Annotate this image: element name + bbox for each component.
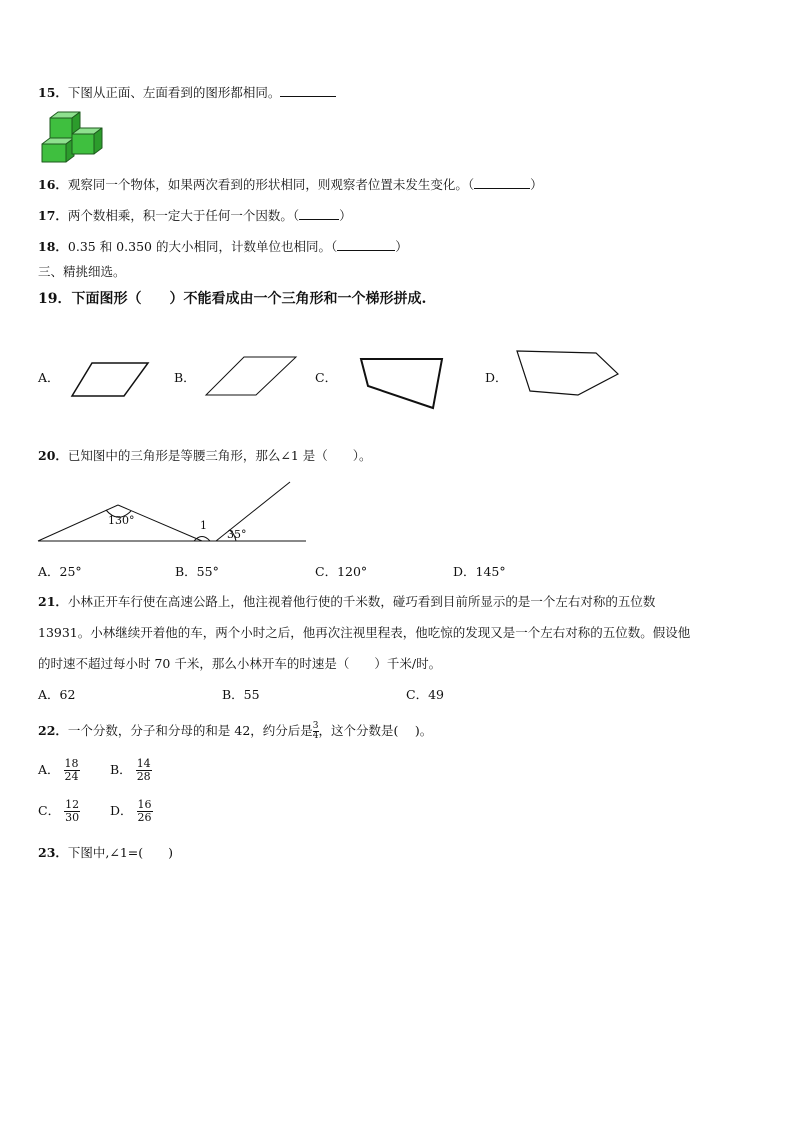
option-b[interactable]: B． $\frac{14}{28}$ xyxy=(110,757,151,783)
answer-blank[interactable] xyxy=(337,238,395,251)
option-a[interactable]: A．25° xyxy=(38,564,82,579)
question-number: 23． xyxy=(38,845,68,860)
question-18 xyxy=(38,238,408,256)
angle-130-label: 130° xyxy=(108,514,135,527)
isosceles-triangle-figure xyxy=(36,478,312,546)
question-text: 一个分数，分子和分母的和是 42，约分后是 xyxy=(67,723,313,738)
cube-stack-figure xyxy=(40,110,106,164)
option-c[interactable]: C． $\frac{12}{30}$ xyxy=(38,798,80,824)
answer-blank[interactable] xyxy=(299,207,339,220)
question-23 xyxy=(38,844,173,862)
question-text: 下面图形（ ）不能看成由一个三角形和一个梯形拼成. xyxy=(71,291,427,307)
question-text: 已知图中的三角形是等腰三角形，那么∠1 是（ ）。 xyxy=(67,448,372,463)
answer-blank[interactable] xyxy=(280,84,336,97)
question-number: 19． xyxy=(38,291,72,307)
shape-c-quadrilateral xyxy=(358,354,448,412)
question-text: 下图中,∠1=( ) xyxy=(67,845,174,860)
question-21-line-2: 13931。小林继续开着他的车，两个小时之后，他再次注视里程表，他吃惊的发现又是一个左右对称的五位数。假设他 xyxy=(38,625,691,640)
section-title: 三、精挑细选。 xyxy=(38,264,126,279)
option-a[interactable]: A． $\frac{18}{24}$ xyxy=(38,757,79,783)
option-d[interactable]: D． $\frac{16}{26}$ xyxy=(110,798,152,824)
question-21-line-3: 的时速不超过每小时 70 千米，那么小林开车的时速是（ ）千米/时。 xyxy=(38,656,442,671)
close-paren: ） xyxy=(339,208,352,223)
question-number: 15． xyxy=(38,85,68,100)
question-text: 两个数相乘，积一定大于任何一个因数。（ xyxy=(67,208,300,223)
question-20 xyxy=(38,447,372,465)
question-15 xyxy=(38,84,336,102)
question-number: 22． xyxy=(38,723,68,738)
option-c[interactable]: C．49 xyxy=(406,687,444,702)
option-b[interactable]: B．55° xyxy=(175,564,219,579)
option-c[interactable]: C．120° xyxy=(315,564,368,579)
shape-b-parallelogram xyxy=(200,354,300,398)
question-number: 20． xyxy=(38,448,68,463)
question-17 xyxy=(38,207,352,225)
question-text: 下图从正面、左面看到的图形都相同。 xyxy=(67,85,281,100)
shape-d-pentagon xyxy=(512,347,622,399)
question-19 xyxy=(38,290,426,308)
angle-35-label: 35° xyxy=(227,528,247,541)
option-d-label[interactable]: D． xyxy=(485,370,508,385)
answer-blank[interactable] xyxy=(474,176,530,189)
option-b-label[interactable]: B． xyxy=(174,370,196,385)
shape-a-parallelogram xyxy=(68,360,152,400)
option-b[interactable]: B．55 xyxy=(222,687,260,702)
option-a[interactable]: A．62 xyxy=(38,687,76,702)
question-21-line-1 xyxy=(38,593,655,611)
question-text: 观察同一个物体，如果两次看到的形状相同，则观察者位置未发生变化。（ xyxy=(67,177,475,192)
option-a-label[interactable]: A． xyxy=(38,370,60,385)
close-paren: ） xyxy=(395,239,408,254)
question-number: 16． xyxy=(38,177,68,192)
question-number: 17． xyxy=(38,208,68,223)
question-22 xyxy=(38,721,432,741)
question-16 xyxy=(38,176,543,194)
fraction-three-quarters: $\frac{3}{4}$ xyxy=(312,721,319,741)
question-number: 18． xyxy=(38,239,68,254)
question-number: 21． xyxy=(38,594,68,609)
question-text-end: ，这个分数是( )。 xyxy=(318,723,433,738)
option-c-label[interactable]: C． xyxy=(315,370,338,385)
option-d[interactable]: D．145° xyxy=(453,564,506,579)
angle-1-label: 1 xyxy=(200,519,207,532)
question-text: 小林正开车行使在高速公路上，他注视着他行使的千米数，碰巧看到目前所显示的是一个左右对称的五位数 xyxy=(67,594,656,609)
question-text: 0.35 和 0.350 的大小相同，计数单位也相同。（ xyxy=(67,239,338,254)
close-paren: ） xyxy=(530,177,543,192)
